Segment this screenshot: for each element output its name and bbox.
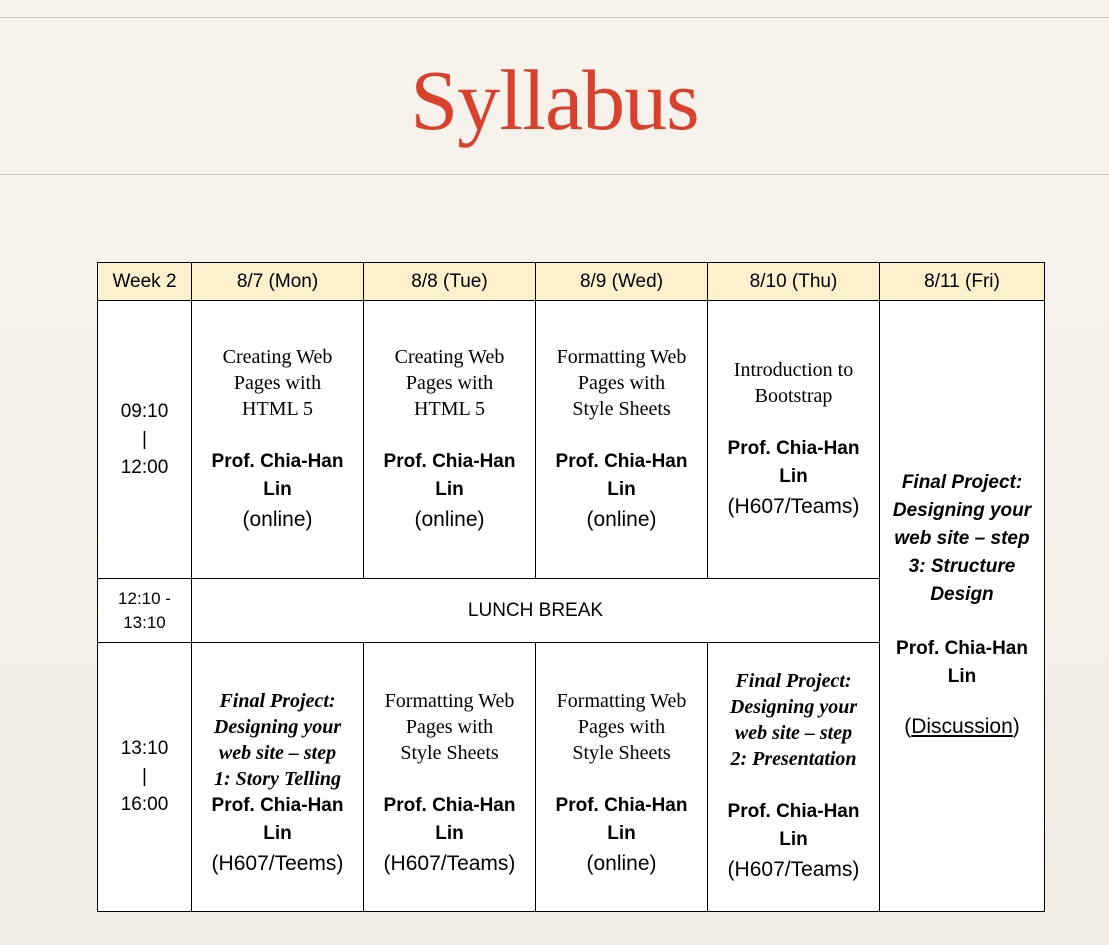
session-tue-morning (363, 300, 536, 579)
session-title: Introduction to Bootstrap (733, 358, 854, 407)
instructor: Prof. Chia-Han Lin (896, 638, 1028, 687)
location: (H607/Teems) (211, 852, 344, 875)
page-title: Syllabus (410, 52, 699, 148)
session-tue-afternoon (363, 642, 536, 912)
session-title: Final Project: Designing your web site – step 2: Presentation (729, 670, 858, 770)
instructor: Prof. Chia-Han Lin (383, 795, 516, 844)
header-week: Week 2 (97, 262, 192, 301)
session-mon-afternoon (191, 642, 364, 912)
session-title: Creating Web Pages with HTML 5 (222, 345, 333, 420)
location: (online) (586, 852, 657, 875)
session-title: Final Project: Designing your web site – step 3: Structure Design (892, 472, 1032, 605)
session-title: Final Project: Designing your web site – step 1: Story Telling (213, 690, 342, 790)
location: (H607/Teams) (383, 852, 516, 875)
session-thu-morning (707, 300, 880, 579)
time-sep: | (142, 428, 147, 450)
location: (H607/Teams) (727, 858, 860, 881)
time-afternoon (97, 642, 192, 912)
header-thu: 8/10 (Thu) (707, 262, 880, 301)
session-fri (879, 300, 1045, 912)
header-fri: 8/11 (Fri) (879, 262, 1045, 301)
title-rule (0, 174, 1109, 175)
instructor: Prof. Chia-Han Lin (211, 795, 344, 844)
instructor: Prof. Chia-Han Lin (211, 450, 344, 500)
time-morning (97, 300, 192, 579)
lunch-break: LUNCH BREAK (191, 578, 880, 643)
time-sep: | (142, 766, 147, 787)
session-title: Creating Web Pages with HTML 5 (394, 345, 505, 420)
time-end: 13:10 (123, 612, 166, 632)
time-lunch (97, 578, 192, 643)
location: (Discussion) (904, 715, 1020, 738)
session-wed-morning (535, 300, 708, 579)
time-start: 13:10 (120, 738, 169, 759)
header-tue: 8/8 (Tue) (363, 262, 536, 301)
location: (online) (586, 507, 657, 531)
location: (online) (242, 507, 313, 531)
time-start: 12:10 - (118, 588, 171, 608)
session-title: Formatting Web Pages with Style Sheets (556, 345, 687, 420)
syllabus-table (97, 262, 1045, 912)
instructor: Prof. Chia-Han Lin (727, 801, 860, 850)
location: (H607/Teams) (727, 494, 860, 518)
session-wed-afternoon (535, 642, 708, 912)
session-thu-afternoon (707, 642, 880, 912)
header-mon: 8/7 (Mon) (191, 262, 364, 301)
top-rule (0, 17, 1109, 18)
time-end: 12:00 (120, 456, 169, 478)
location: (online) (414, 507, 485, 531)
instructor: Prof. Chia-Han Lin (555, 795, 688, 844)
header-wed: 8/9 (Wed) (535, 262, 708, 301)
time-start: 09:10 (120, 400, 169, 422)
session-title: Formatting Web Pages with Style Sheets (384, 690, 515, 764)
session-title: Formatting Web Pages with Style Sheets (556, 690, 687, 764)
instructor: Prof. Chia-Han Lin (727, 437, 860, 487)
instructor: Prof. Chia-Han Lin (555, 450, 688, 500)
time-end: 16:00 (120, 794, 169, 815)
session-mon-morning (191, 300, 364, 579)
instructor: Prof. Chia-Han Lin (383, 450, 516, 500)
